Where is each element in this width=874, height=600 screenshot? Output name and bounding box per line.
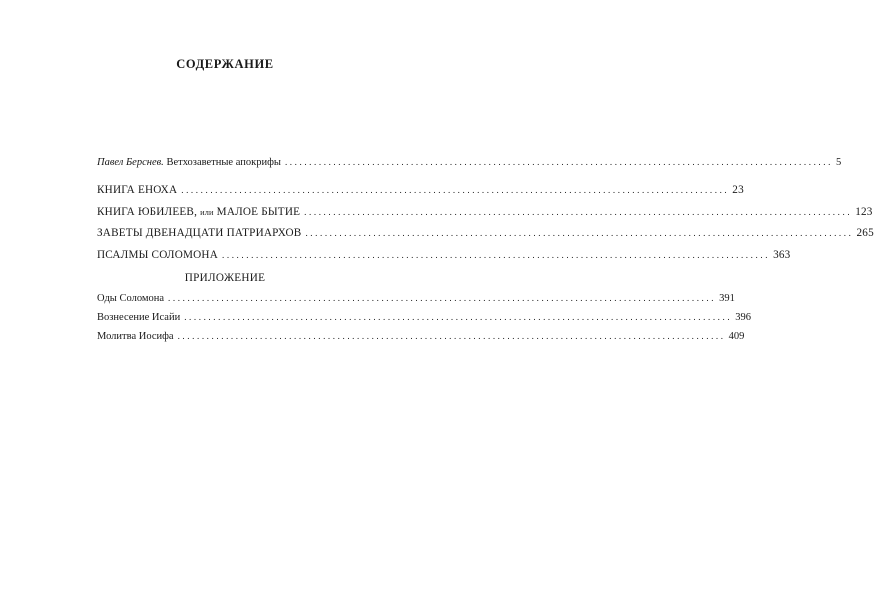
dot-leader: ................................................................................................................. — [284, 157, 833, 167]
page-number: 123 — [855, 206, 873, 218]
toc-entry-odes[interactable] — [97, 293, 735, 304]
toc-entry-enoch[interactable] — [97, 184, 744, 196]
page-number: 265 — [856, 227, 874, 239]
dot-leader: ................................................................................................................. — [304, 207, 853, 217]
entry-title: ПСАЛМЫ СОЛОМОНА — [97, 249, 218, 261]
toc-entry-jubilees[interactable] — [97, 206, 873, 218]
dot-leader: ................................................................................................................. — [305, 228, 854, 238]
page-number: 396 — [735, 312, 751, 323]
entry-title: Вознесение Исайи — [97, 312, 181, 323]
dot-leader: ................................................................................................................. — [184, 312, 733, 322]
toc-entry-intro[interactable] — [97, 157, 842, 168]
entry-title: ЗАВЕТЫ ДВЕНАДЦАТИ ПАТРИАРХОВ — [97, 227, 302, 239]
page-title: СОДЕРЖАНИЕ — [176, 57, 274, 71]
entry-title: Молитва Иосифа — [97, 331, 174, 342]
page-number: 363 — [773, 249, 791, 261]
dot-leader: ................................................................................................................. — [177, 331, 726, 341]
toc-entry-joseph[interactable] — [97, 331, 745, 342]
page-number: 23 — [732, 184, 744, 196]
entry-title: КНИГА ЕНОХА — [97, 184, 178, 196]
page-number: 391 — [719, 293, 735, 304]
appendix-heading: ПРИЛОЖЕНИЕ — [184, 272, 266, 284]
entry-title: КНИГА ЮБИЛЕЕВ, или МАЛОЕ БЫТИЕ — [97, 206, 301, 218]
toc-entry-patriarchs[interactable] — [97, 227, 874, 239]
page-number: 409 — [728, 331, 745, 342]
dot-leader: ................................................................................................................. — [168, 293, 717, 303]
entry-title: Оды Соломона — [97, 293, 165, 304]
page-number: 5 — [836, 157, 842, 168]
dot-leader: ................................................................................................................. — [222, 250, 771, 260]
intro-author: Павел Берснев. — [97, 157, 164, 168]
toc-entry-isaiah[interactable] — [97, 312, 751, 323]
toc-entry-psalms[interactable] — [97, 249, 791, 261]
intro-title: Ветхозаветные апокрифы — [166, 157, 281, 168]
dot-leader: ................................................................................................................. — [181, 185, 730, 195]
